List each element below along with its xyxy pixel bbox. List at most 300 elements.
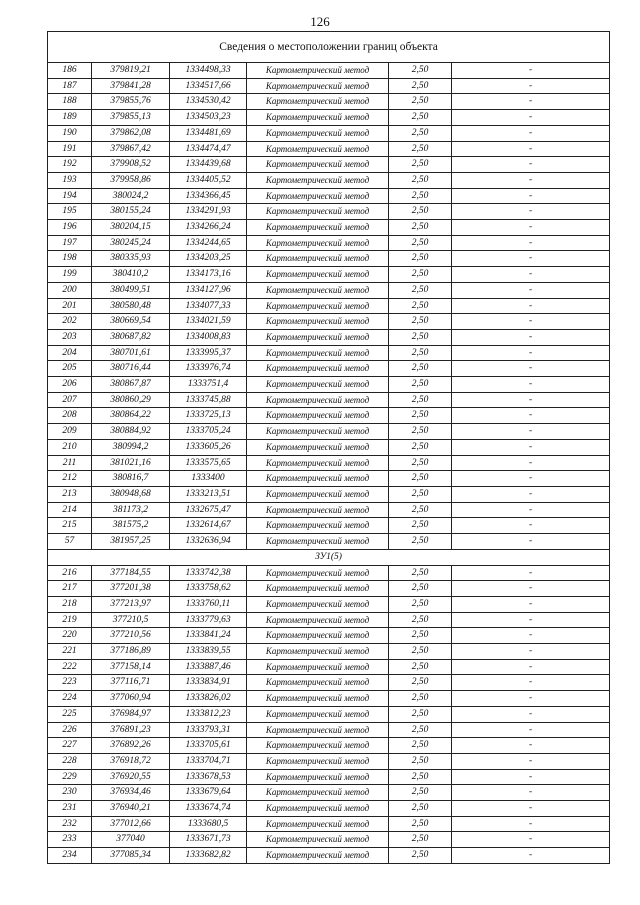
cell-y-coordinate: 1332614,67 xyxy=(170,518,247,534)
cell-formula: - xyxy=(452,157,610,173)
cell-y-coordinate: 1334503,23 xyxy=(170,110,247,126)
table-row xyxy=(48,220,610,236)
cell-point-number: 222 xyxy=(48,659,92,675)
cell-accuracy: 2,50 xyxy=(389,110,452,126)
cell-accuracy: 2,50 xyxy=(389,251,452,267)
cell-point-number: 209 xyxy=(48,424,92,440)
cell-accuracy: 2,50 xyxy=(389,345,452,361)
cell-formula: - xyxy=(452,345,610,361)
cell-formula: - xyxy=(452,596,610,612)
cell-x-coordinate: 380245,24 xyxy=(92,235,170,251)
cell-y-coordinate: 1334173,16 xyxy=(170,267,247,283)
table-row xyxy=(48,581,610,597)
cell-point-number: 227 xyxy=(48,738,92,754)
cell-formula: - xyxy=(452,565,610,581)
table-row xyxy=(48,424,610,440)
cell-method: Картометрический метод xyxy=(247,235,389,251)
cell-point-number: 203 xyxy=(48,329,92,345)
cell-y-coordinate: 1333705,24 xyxy=(170,424,247,440)
cell-y-coordinate: 1333834,91 xyxy=(170,675,247,691)
cell-accuracy: 2,50 xyxy=(389,267,452,283)
cell-x-coordinate: 377210,56 xyxy=(92,628,170,644)
cell-method: Картометрический метод xyxy=(247,282,389,298)
table-row xyxy=(48,565,610,581)
cell-accuracy: 2,50 xyxy=(389,816,452,832)
cell-x-coordinate: 377158,14 xyxy=(92,659,170,675)
cell-formula: - xyxy=(452,581,610,597)
cell-method: Картометрический метод xyxy=(247,644,389,660)
cell-point-number: 186 xyxy=(48,63,92,79)
cell-accuracy: 2,50 xyxy=(389,298,452,314)
table-row xyxy=(48,235,610,251)
cell-y-coordinate: 1333779,63 xyxy=(170,612,247,628)
cell-formula: - xyxy=(452,738,610,754)
cell-formula: - xyxy=(452,188,610,204)
cell-x-coordinate: 380994,2 xyxy=(92,439,170,455)
cell-method: Картометрический метод xyxy=(247,691,389,707)
cell-method: Картометрический метод xyxy=(247,392,389,408)
cell-accuracy: 2,50 xyxy=(389,659,452,675)
cell-accuracy: 2,50 xyxy=(389,848,452,864)
cell-formula: - xyxy=(452,644,610,660)
cell-accuracy: 2,50 xyxy=(389,282,452,298)
table-row xyxy=(48,659,610,675)
table-row xyxy=(48,172,610,188)
cell-y-coordinate: 1334405,52 xyxy=(170,172,247,188)
cell-formula: - xyxy=(452,204,610,220)
cell-formula: - xyxy=(452,220,610,236)
cell-x-coordinate: 377210,5 xyxy=(92,612,170,628)
table-row xyxy=(48,439,610,455)
cell-x-coordinate: 381957,25 xyxy=(92,534,170,550)
table-row xyxy=(48,157,610,173)
cell-x-coordinate: 380864,22 xyxy=(92,408,170,424)
cell-accuracy: 2,50 xyxy=(389,565,452,581)
cell-accuracy: 2,50 xyxy=(389,125,452,141)
cell-point-number: 224 xyxy=(48,691,92,707)
cell-x-coordinate: 380580,48 xyxy=(92,298,170,314)
cell-y-coordinate: 1333841,24 xyxy=(170,628,247,644)
cell-point-number: 196 xyxy=(48,220,92,236)
cell-y-coordinate: 1334498,33 xyxy=(170,63,247,79)
cell-point-number: 230 xyxy=(48,785,92,801)
cell-formula: - xyxy=(452,110,610,126)
table-row xyxy=(48,188,610,204)
cell-formula: - xyxy=(452,785,610,801)
cell-x-coordinate: 377040 xyxy=(92,832,170,848)
cell-point-number: 214 xyxy=(48,502,92,518)
cell-method: Картометрический метод xyxy=(247,628,389,644)
cell-y-coordinate: 1333705,61 xyxy=(170,738,247,754)
table-title: Сведения о местоположении границ объекта xyxy=(48,32,610,63)
cell-x-coordinate: 379867,42 xyxy=(92,141,170,157)
cell-accuracy: 2,50 xyxy=(389,612,452,628)
cell-point-number: 220 xyxy=(48,628,92,644)
cell-x-coordinate: 379841,28 xyxy=(92,78,170,94)
cell-y-coordinate: 1333674,74 xyxy=(170,801,247,817)
cell-point-number: 188 xyxy=(48,94,92,110)
cell-method: Картометрический метод xyxy=(247,157,389,173)
cell-formula: - xyxy=(452,486,610,502)
table-row xyxy=(48,329,610,345)
cell-point-number: 193 xyxy=(48,172,92,188)
cell-formula: - xyxy=(452,361,610,377)
cell-method: Картометрический метод xyxy=(247,141,389,157)
table-row xyxy=(48,753,610,769)
cell-method: Картометрический метод xyxy=(247,675,389,691)
cell-accuracy: 2,50 xyxy=(389,78,452,94)
cell-x-coordinate: 376891,23 xyxy=(92,722,170,738)
table-row xyxy=(48,314,610,330)
cell-y-coordinate: 1333704,71 xyxy=(170,753,247,769)
cell-formula: - xyxy=(452,141,610,157)
cell-method: Картометрический метод xyxy=(247,738,389,754)
cell-method: Картометрический метод xyxy=(247,612,389,628)
cell-method: Картометрический метод xyxy=(247,63,389,79)
cell-point-number: 57 xyxy=(48,534,92,550)
cell-method: Картометрический метод xyxy=(247,172,389,188)
cell-method: Картометрический метод xyxy=(247,251,389,267)
table-row xyxy=(48,204,610,220)
cell-y-coordinate: 1333680,5 xyxy=(170,816,247,832)
cell-y-coordinate: 1334291,93 xyxy=(170,204,247,220)
cell-method: Картометрический метод xyxy=(247,816,389,832)
cell-x-coordinate: 377184,55 xyxy=(92,565,170,581)
cell-formula: - xyxy=(452,267,610,283)
table-row xyxy=(48,125,610,141)
table-row xyxy=(48,801,610,817)
cell-accuracy: 2,50 xyxy=(389,534,452,550)
cell-y-coordinate: 1332636,94 xyxy=(170,534,247,550)
cell-method: Картометрический метод xyxy=(247,298,389,314)
cell-point-number: 234 xyxy=(48,848,92,864)
cell-accuracy: 2,50 xyxy=(389,204,452,220)
table-row xyxy=(48,94,610,110)
cell-accuracy: 2,50 xyxy=(389,157,452,173)
cell-x-coordinate: 376892,26 xyxy=(92,738,170,754)
table-row xyxy=(48,251,610,267)
cell-formula: - xyxy=(452,377,610,393)
cell-x-coordinate: 380204,15 xyxy=(92,220,170,236)
cell-y-coordinate: 1334481,69 xyxy=(170,125,247,141)
table-row xyxy=(48,738,610,754)
cell-x-coordinate: 376984,97 xyxy=(92,706,170,722)
cell-formula: - xyxy=(452,172,610,188)
cell-y-coordinate: 1334266,24 xyxy=(170,220,247,236)
cell-formula: - xyxy=(452,753,610,769)
table-row xyxy=(48,675,610,691)
table-row xyxy=(48,518,610,534)
cell-y-coordinate: 1333760,11 xyxy=(170,596,247,612)
cell-x-coordinate: 377186,89 xyxy=(92,644,170,660)
cell-point-number: 217 xyxy=(48,581,92,597)
cell-accuracy: 2,50 xyxy=(389,424,452,440)
cell-point-number: 233 xyxy=(48,832,92,848)
table-row xyxy=(48,141,610,157)
cell-method: Картометрический метод xyxy=(247,424,389,440)
cell-x-coordinate: 376940,21 xyxy=(92,801,170,817)
cell-method: Картометрический метод xyxy=(247,345,389,361)
cell-method: Картометрический метод xyxy=(247,848,389,864)
cell-method: Картометрический метод xyxy=(247,439,389,455)
cell-method: Картометрический метод xyxy=(247,78,389,94)
cell-y-coordinate: 1333995,37 xyxy=(170,345,247,361)
cell-method: Картометрический метод xyxy=(247,455,389,471)
cell-accuracy: 2,50 xyxy=(389,832,452,848)
cell-x-coordinate: 377085,34 xyxy=(92,848,170,864)
cell-method: Картометрический метод xyxy=(247,204,389,220)
cell-x-coordinate: 380499,51 xyxy=(92,282,170,298)
cell-accuracy: 2,50 xyxy=(389,691,452,707)
cell-formula: - xyxy=(452,63,610,79)
cell-method: Картометрический метод xyxy=(247,722,389,738)
table-row xyxy=(48,486,610,502)
cell-method: Картометрический метод xyxy=(247,188,389,204)
cell-y-coordinate: 1333826,02 xyxy=(170,691,247,707)
table-row xyxy=(48,848,610,864)
table-row xyxy=(48,455,610,471)
cell-point-number: 218 xyxy=(48,596,92,612)
cell-formula: - xyxy=(452,848,610,864)
table-row xyxy=(48,282,610,298)
cell-method: Картометрический метод xyxy=(247,518,389,534)
table-row xyxy=(48,785,610,801)
cell-method: Картометрический метод xyxy=(247,706,389,722)
cell-x-coordinate: 380948,68 xyxy=(92,486,170,502)
cell-method: Картометрический метод xyxy=(247,801,389,817)
cell-point-number: 192 xyxy=(48,157,92,173)
table-row xyxy=(48,534,610,550)
cell-formula: - xyxy=(452,628,610,644)
cell-formula: - xyxy=(452,235,610,251)
cell-formula: - xyxy=(452,424,610,440)
cell-method: Картометрический метод xyxy=(247,769,389,785)
cell-y-coordinate: 1334244,65 xyxy=(170,235,247,251)
cell-point-number: 212 xyxy=(48,471,92,487)
cell-x-coordinate: 381173,2 xyxy=(92,502,170,518)
table-row xyxy=(48,502,610,518)
cell-y-coordinate: 1333671,73 xyxy=(170,832,247,848)
table-row xyxy=(48,361,610,377)
cell-point-number: 195 xyxy=(48,204,92,220)
cell-formula: - xyxy=(452,816,610,832)
cell-point-number: 213 xyxy=(48,486,92,502)
table-row xyxy=(48,392,610,408)
table-row xyxy=(48,471,610,487)
cell-formula: - xyxy=(452,502,610,518)
cell-y-coordinate: 1334474,47 xyxy=(170,141,247,157)
cell-accuracy: 2,50 xyxy=(389,628,452,644)
cell-y-coordinate: 1333793,31 xyxy=(170,722,247,738)
cell-point-number: 201 xyxy=(48,298,92,314)
cell-formula: - xyxy=(452,832,610,848)
cell-accuracy: 2,50 xyxy=(389,172,452,188)
cell-accuracy: 2,50 xyxy=(389,361,452,377)
cell-x-coordinate: 376920,55 xyxy=(92,769,170,785)
cell-accuracy: 2,50 xyxy=(389,314,452,330)
cell-accuracy: 2,50 xyxy=(389,753,452,769)
cell-point-number: 191 xyxy=(48,141,92,157)
table-row xyxy=(48,816,610,832)
cell-point-number: 200 xyxy=(48,282,92,298)
cell-x-coordinate: 377201,38 xyxy=(92,581,170,597)
cell-point-number: 194 xyxy=(48,188,92,204)
cell-method: Картометрический метод xyxy=(247,94,389,110)
cell-accuracy: 2,50 xyxy=(389,596,452,612)
cell-point-number: 226 xyxy=(48,722,92,738)
page-number: 126 xyxy=(310,14,330,29)
cell-point-number: 205 xyxy=(48,361,92,377)
cell-x-coordinate: 380024,2 xyxy=(92,188,170,204)
cell-point-number: 210 xyxy=(48,439,92,455)
cell-method: Картометрический метод xyxy=(247,502,389,518)
cell-method: Картометрический метод xyxy=(247,361,389,377)
table-row xyxy=(48,267,610,283)
cell-accuracy: 2,50 xyxy=(389,63,452,79)
cell-formula: - xyxy=(452,439,610,455)
cell-accuracy: 2,50 xyxy=(389,220,452,236)
cell-y-coordinate: 1334021,59 xyxy=(170,314,247,330)
cell-x-coordinate: 379819,21 xyxy=(92,63,170,79)
cell-accuracy: 2,50 xyxy=(389,502,452,518)
cell-formula: - xyxy=(452,282,610,298)
cell-x-coordinate: 377012,66 xyxy=(92,816,170,832)
cell-formula: - xyxy=(452,251,610,267)
cell-formula: - xyxy=(452,675,610,691)
cell-formula: - xyxy=(452,471,610,487)
cell-y-coordinate: 1333812,23 xyxy=(170,706,247,722)
cell-y-coordinate: 1333605,26 xyxy=(170,439,247,455)
cell-x-coordinate: 377116,71 xyxy=(92,675,170,691)
cell-accuracy: 2,50 xyxy=(389,801,452,817)
cell-accuracy: 2,50 xyxy=(389,486,452,502)
cell-formula: - xyxy=(452,534,610,550)
cell-y-coordinate: 1333976,74 xyxy=(170,361,247,377)
cell-y-coordinate: 1333575,65 xyxy=(170,455,247,471)
cell-point-number: 207 xyxy=(48,392,92,408)
cell-accuracy: 2,50 xyxy=(389,738,452,754)
cell-accuracy: 2,50 xyxy=(389,581,452,597)
cell-y-coordinate: 1333725,13 xyxy=(170,408,247,424)
cell-point-number: 219 xyxy=(48,612,92,628)
cell-point-number: 228 xyxy=(48,753,92,769)
cell-x-coordinate: 379862,08 xyxy=(92,125,170,141)
table-row xyxy=(48,63,610,79)
cell-point-number: 231 xyxy=(48,801,92,817)
cell-y-coordinate: 1333213,51 xyxy=(170,486,247,502)
cell-accuracy: 2,50 xyxy=(389,377,452,393)
cell-x-coordinate: 379855,76 xyxy=(92,94,170,110)
table-row xyxy=(48,596,610,612)
cell-point-number: 202 xyxy=(48,314,92,330)
table-row xyxy=(48,110,610,126)
cell-point-number: 221 xyxy=(48,644,92,660)
cell-method: Картометрический метод xyxy=(247,534,389,550)
cell-method: Картометрический метод xyxy=(247,377,389,393)
section-row xyxy=(48,549,610,565)
cell-y-coordinate: 1333742,38 xyxy=(170,565,247,581)
cell-method: Картометрический метод xyxy=(247,408,389,424)
cell-formula: - xyxy=(452,455,610,471)
cell-formula: - xyxy=(452,769,610,785)
cell-point-number: 215 xyxy=(48,518,92,534)
cell-point-number: 187 xyxy=(48,78,92,94)
cell-y-coordinate: 1334530,42 xyxy=(170,94,247,110)
cell-x-coordinate: 380410,2 xyxy=(92,267,170,283)
cell-formula: - xyxy=(452,298,610,314)
cell-y-coordinate: 1333400 xyxy=(170,471,247,487)
cell-y-coordinate: 1334008,83 xyxy=(170,329,247,345)
cell-method: Картометрический метод xyxy=(247,753,389,769)
cell-x-coordinate: 380701,61 xyxy=(92,345,170,361)
cell-point-number: 204 xyxy=(48,345,92,361)
cell-formula: - xyxy=(452,329,610,345)
cell-point-number: 206 xyxy=(48,377,92,393)
cell-point-number: 208 xyxy=(48,408,92,424)
table-row xyxy=(48,769,610,785)
cell-point-number: 232 xyxy=(48,816,92,832)
cell-x-coordinate: 377213,97 xyxy=(92,596,170,612)
cell-x-coordinate: 380816,7 xyxy=(92,471,170,487)
cell-point-number: 211 xyxy=(48,455,92,471)
cell-x-coordinate: 380687,82 xyxy=(92,329,170,345)
cell-accuracy: 2,50 xyxy=(389,141,452,157)
cell-x-coordinate: 380884,92 xyxy=(92,424,170,440)
cell-point-number: 197 xyxy=(48,235,92,251)
cell-formula: - xyxy=(452,612,610,628)
cell-accuracy: 2,50 xyxy=(389,644,452,660)
table-row xyxy=(48,722,610,738)
cell-x-coordinate: 376934,46 xyxy=(92,785,170,801)
cell-point-number: 198 xyxy=(48,251,92,267)
cell-method: Картометрический метод xyxy=(247,471,389,487)
cell-formula: - xyxy=(452,659,610,675)
table-row xyxy=(48,345,610,361)
cell-y-coordinate: 1333678,53 xyxy=(170,769,247,785)
cell-accuracy: 2,50 xyxy=(389,706,452,722)
cell-accuracy: 2,50 xyxy=(389,392,452,408)
cell-method: Картометрический метод xyxy=(247,267,389,283)
cell-method: Картометрический метод xyxy=(247,125,389,141)
cell-method: Картометрический метод xyxy=(247,110,389,126)
cell-y-coordinate: 1333887,46 xyxy=(170,659,247,675)
cell-accuracy: 2,50 xyxy=(389,188,452,204)
cell-y-coordinate: 1333745,88 xyxy=(170,392,247,408)
cell-formula: - xyxy=(452,706,610,722)
cell-x-coordinate: 381021,16 xyxy=(92,455,170,471)
cell-method: Картометрический метод xyxy=(247,565,389,581)
cell-formula: - xyxy=(452,392,610,408)
cell-method: Картометрический метод xyxy=(247,329,389,345)
cell-accuracy: 2,50 xyxy=(389,471,452,487)
table-row xyxy=(48,298,610,314)
cell-point-number: 216 xyxy=(48,565,92,581)
cell-accuracy: 2,50 xyxy=(389,94,452,110)
table-row xyxy=(48,377,610,393)
cell-formula: - xyxy=(452,722,610,738)
cell-method: Картометрический метод xyxy=(247,314,389,330)
cell-x-coordinate: 376918,72 xyxy=(92,753,170,769)
cell-method: Картометрический метод xyxy=(247,486,389,502)
cell-method: Картометрический метод xyxy=(247,220,389,236)
cell-formula: - xyxy=(452,125,610,141)
cell-accuracy: 2,50 xyxy=(389,329,452,345)
cell-accuracy: 2,50 xyxy=(389,235,452,251)
cell-formula: - xyxy=(452,691,610,707)
cell-y-coordinate: 1334077,33 xyxy=(170,298,247,314)
cell-accuracy: 2,50 xyxy=(389,408,452,424)
table-row xyxy=(48,628,610,644)
